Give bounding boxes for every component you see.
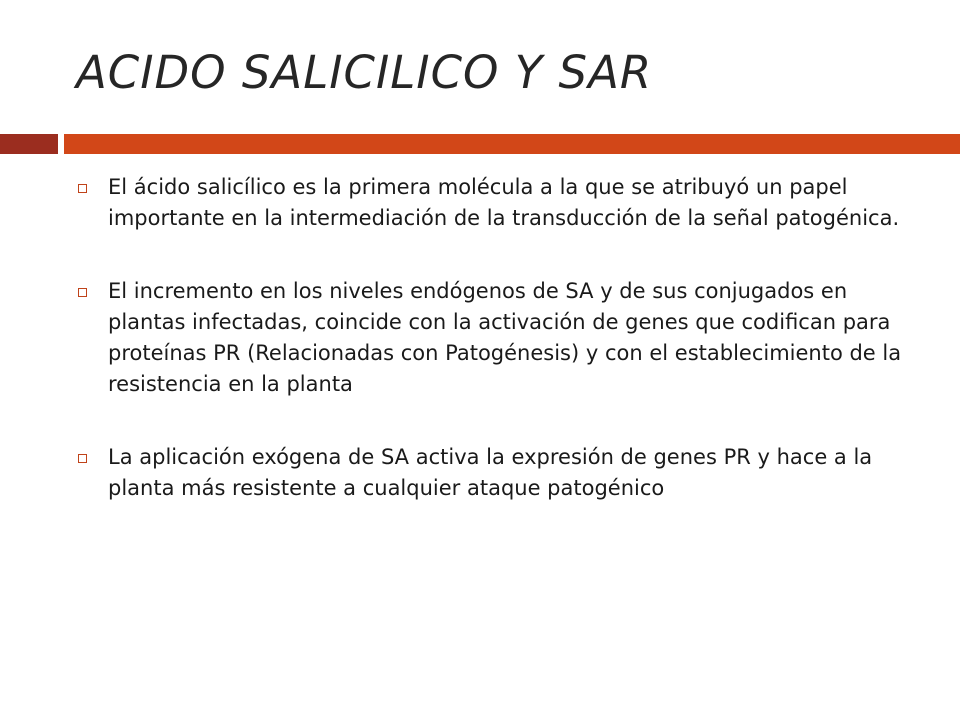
hollow-square-icon: [78, 454, 87, 463]
bullet-item: [78, 276, 908, 400]
hollow-square-icon: [78, 288, 87, 297]
slide-title: ACIDO SALICILICO Y SAR: [76, 46, 653, 99]
bullet-item: [78, 442, 908, 504]
title-accent-bar-left: [0, 134, 58, 154]
bullet-text: El ácido salicílico es la primera molécula a la que se atribuyó un papel importante en la intermediación de la transducción de la señal patogénica.: [108, 175, 900, 230]
bullet-text: La aplicación exógena de SA activa la expresión de genes PR y hace a la planta más resistente a cualquier ataque patogénico: [108, 445, 873, 500]
hollow-square-icon: [78, 184, 87, 193]
bullet-list: [78, 172, 908, 546]
bullet-item: [78, 172, 908, 234]
bullet-text: El incremento en los niveles endógenos de SA y de sus conjugados en plantas infectadas, coincide con la activación de genes que codifican para proteínas PR (Relacionadas con Patogénesis) y con el establecimiento de la resistencia en la planta: [108, 279, 902, 396]
title-accent-bar-right: [64, 134, 960, 154]
